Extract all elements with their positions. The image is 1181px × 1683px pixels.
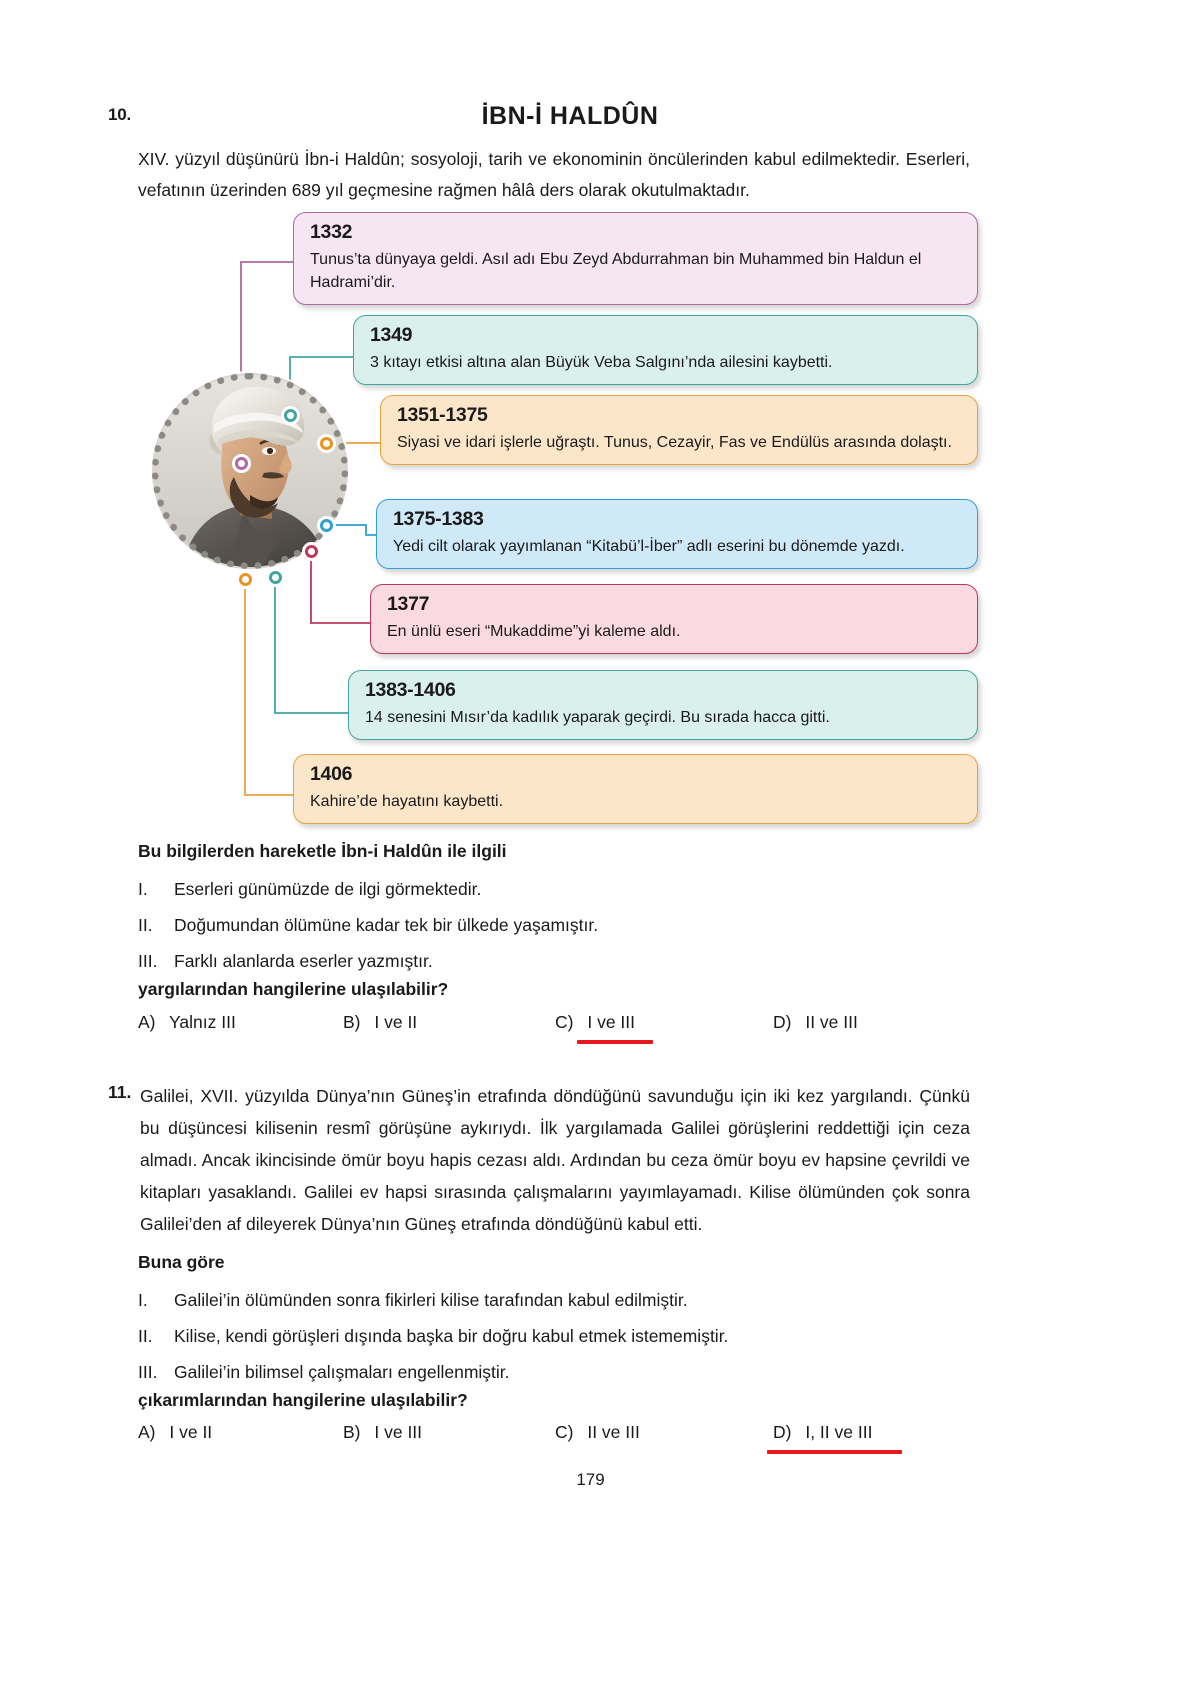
question-10-options (138, 1012, 968, 1033)
timeline-item-1383-1406 (348, 670, 978, 740)
timeline-text: Tunus’ta dünyaya geldi. Asıl adı Ebu Zeyd Abdurrahman bin Muhammed bin Haldun el Hadrami’dir. (310, 251, 922, 291)
option-text: II ve III (587, 1422, 640, 1442)
option-text: II ve III (805, 1012, 858, 1032)
statement-numeral: I. (138, 1290, 148, 1310)
option-a[interactable] (138, 1012, 343, 1033)
option-text: Yalnız III (169, 1012, 236, 1032)
option-label: B) (343, 1422, 361, 1442)
option-text: I ve II (169, 1422, 213, 1442)
option-a[interactable] (138, 1422, 343, 1443)
option-b[interactable] (343, 1422, 555, 1443)
option-text: I ve II (374, 1012, 418, 1032)
statement-row (138, 913, 968, 937)
question-10-intro: XIV. yüzyıl düşünürü İbn-i Haldûn; sosyoloji, tarih ve ekonominin öncülerinden kabul edilmektedir. Eserleri, vefatının üzerinden 689 yıl geçmesine rağmen hâlâ ders olarak okutulmaktadır. (138, 149, 970, 200)
statement-text: Galilei’in bilimsel çalışmaları engellenmiştir. (174, 1362, 510, 1382)
option-label: A) (138, 1422, 156, 1442)
timeline-year: 1377 (387, 593, 430, 615)
question-11-statements (138, 1288, 968, 1384)
option-text: I, II ve III (805, 1422, 873, 1442)
option-b[interactable] (343, 1012, 555, 1033)
question-10-lead: Bu bilgilerden hareketle İbn-i Haldûn ile ilgili (138, 841, 507, 861)
answer-marker-underline (577, 1040, 653, 1044)
timeline-item-1375-1383 (376, 499, 978, 569)
timeline-text: Kahire’de hayatını kaybetti. (310, 793, 504, 810)
option-text: I ve III (587, 1012, 635, 1032)
question-11-ask: çıkarımlarından hangilerine ulaşılabilir? (138, 1390, 468, 1410)
statement-row (138, 949, 968, 973)
option-d[interactable] (773, 1422, 968, 1443)
answer-marker-underline (767, 1450, 902, 1454)
statement-text: Galilei’in ölümünden sonra fikirleri kilise tarafından kabul edilmiştir. (174, 1290, 688, 1310)
ibn-haldun-portrait (152, 373, 348, 569)
statement-row (138, 1288, 968, 1312)
statement-text: Doğumundan ölümüne kadar tek bir ülkede yaşamıştır. (174, 915, 599, 935)
timeline-year: 1383-1406 (365, 679, 456, 701)
timeline-node-1349 (281, 406, 300, 425)
timeline-item-1351-1375 (380, 395, 978, 465)
timeline-year: 1351-1375 (397, 404, 488, 426)
option-text: I ve III (374, 1422, 423, 1442)
question-10-ask: yargılarından hangilerine ulaşılabilir? (138, 979, 449, 999)
timeline-node-1332 (232, 454, 251, 473)
timeline-text: 3 kıtayı etkisi altına alan Büyük Veba Salgını’nda ailesini kaybetti. (370, 354, 833, 371)
timeline-year: 1349 (370, 324, 413, 346)
timeline-year: 1375-1383 (393, 508, 484, 530)
statement-numeral: II. (138, 915, 153, 935)
timeline-item-1349 (353, 315, 978, 385)
statement-text: Kilise, kendi görüşleri dışında başka bir doğru kabul etmek istememiştir. (174, 1326, 729, 1346)
timeline-node-1406 (236, 570, 255, 589)
timeline-text: Siyasi ve idari işlerle uğraştı. Tunus, Cezayir, Fas ve Endülüs arasında dolaştı. (397, 434, 952, 451)
statement-numeral: III. (138, 1362, 158, 1382)
timeline-item-1406 (293, 754, 978, 824)
option-c[interactable] (555, 1012, 773, 1033)
option-d[interactable] (773, 1012, 968, 1033)
statement-text: Farklı alanlarda eserler yazmıştır. (174, 951, 433, 971)
timeline-year: 1332 (310, 221, 353, 243)
statement-numeral: I. (138, 879, 148, 899)
timeline-text: Yedi cilt olarak yayımlanan “Kitabü’l-İber” adlı eserini bu dönemde yazdı. (393, 538, 905, 555)
option-label: C) (555, 1422, 574, 1442)
option-label: B) (343, 1012, 361, 1032)
statement-numeral: III. (138, 951, 158, 971)
timeline-text: 14 senesini Mısır’da kadılık yaparak geçirdi. Bu sırada hacca gitti. (365, 709, 830, 726)
ibn-haldun-timeline (138, 205, 978, 825)
question-11-number: 11. (108, 1082, 132, 1102)
statement-text: Eserleri günümüzde de ilgi görmektedir. (174, 879, 482, 899)
timeline-node-1377 (302, 542, 321, 561)
question-10-title: İBN-İ HALDÛN (481, 102, 659, 130)
timeline-item-1332 (293, 212, 978, 305)
portrait-illustration (152, 373, 348, 569)
timeline-node-1375 (317, 516, 336, 535)
statement-numeral: II. (138, 1326, 153, 1346)
statement-row (138, 1360, 968, 1384)
question-11-lead: Buna göre (138, 1252, 225, 1272)
timeline-node-1351 (317, 434, 336, 453)
question-11-paragraph: Galilei, XVII. yüzyılda Dünya’nın Güneş’in etrafında döndüğünü savunduğu için iki kez yargılandı. Çünkü bu düşüncesi kilisenin resmî görüşüne aykırıydı. İlk yargılamada Galilei görüşlerini reddettiği için ceza almadı. Ancak ikincisinde ömür boyu hapis cezası aldı. Ardından bu ceza ömür boyu ev hapsine çevrildi ve kitapları yasaklandı. Galilei ev hapsi sırasında çalışmalarını yayımlayamadı. Kilise ölümünden çok sonra Galilei’den af dileyerek Dünya’nın Güneş etrafında döndüğünü kabul etti. (140, 1086, 970, 1234)
question-11-options (138, 1422, 968, 1443)
statement-row (138, 877, 968, 901)
option-c[interactable] (555, 1422, 773, 1443)
option-label: D) (773, 1012, 792, 1032)
timeline-node-1383 (266, 568, 285, 587)
option-label: A) (138, 1012, 156, 1032)
statement-row (138, 1324, 968, 1348)
option-label: D) (773, 1422, 792, 1442)
question-10-statements (138, 877, 968, 973)
timeline-year: 1406 (310, 763, 353, 785)
timeline-text: En ünlü eseri “Mukaddime”yi kaleme aldı. (387, 623, 681, 640)
option-label: C) (555, 1012, 574, 1032)
page-number: 179 (576, 1470, 605, 1489)
question-10-number: 10. (108, 105, 132, 124)
timeline-item-1377 (370, 584, 978, 654)
